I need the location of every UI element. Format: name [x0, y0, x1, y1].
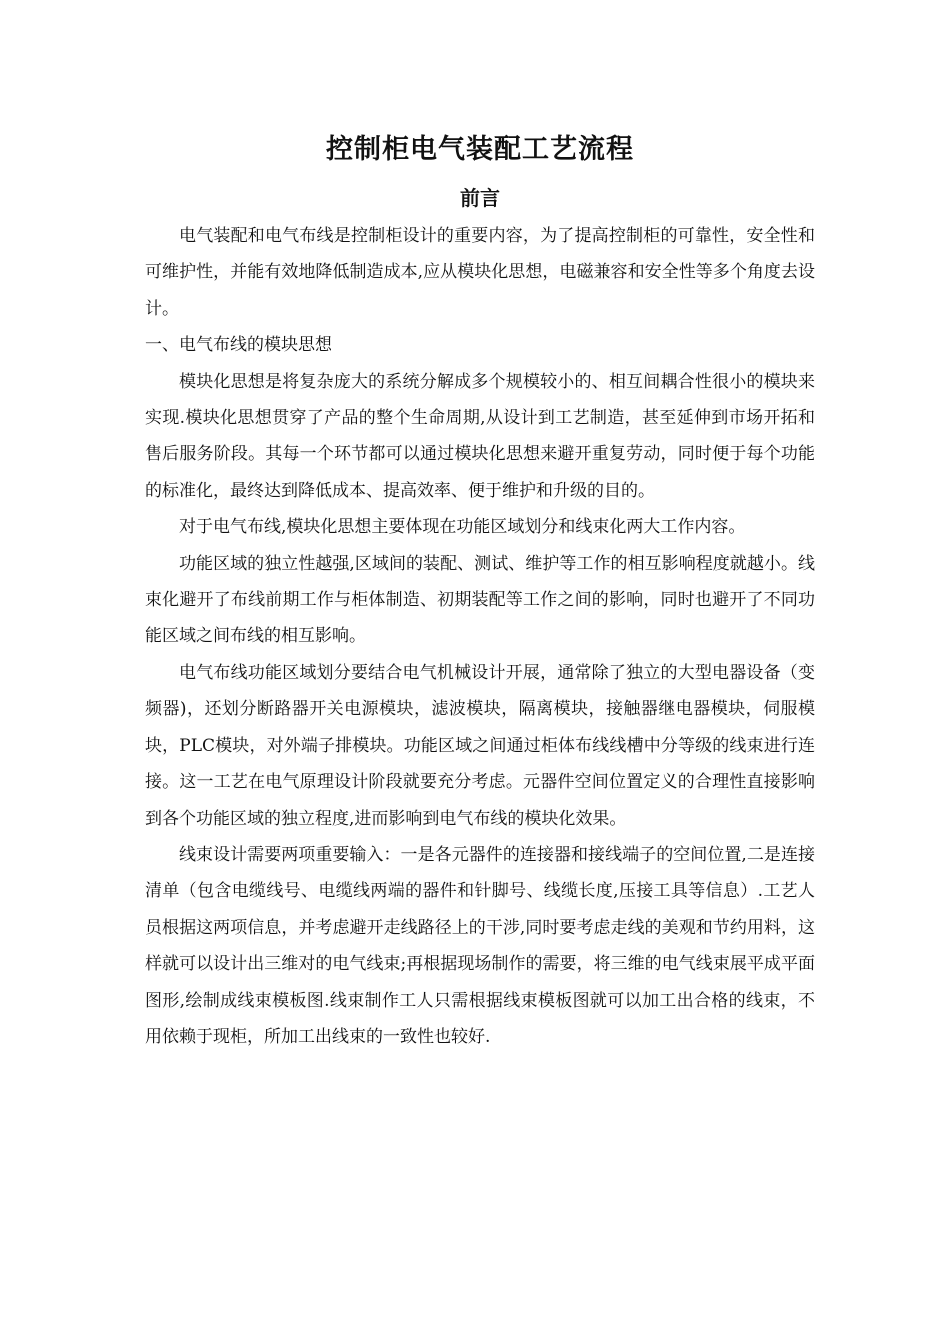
paragraph-modular-concept: 模块化思想是将复杂庞大的系统分解成多个规模较小的、相互间耦合性很小的模块来实现.模块化思想贯穿了产品的整个生命周期,从设计到工艺制造，甚至延伸到市场开拓和售后服务阶段。其每一个环节都可以通过模块化思想来避开重复劳动，同时便于每个功能的标准化，最终达到降低成本、提高效率、便于维护和升级的目的。: [145, 371, 815, 501]
paragraph-harness-design: 线束设计需要两项重要输入：一是各元器件的连接器和接线端子的空间位置,二是连接清单（包含电缆线号、电缆线两端的器件和针脚号、线缆长度,压接工具等信息）.工艺人员根据这两项信息，并考虑避开走线路径上的干涉,同时要考虑走线的美观和节约用料，这样就可以设计出三维对的电气线束;再根据现场制作的需要，将三维的电气线束展平成平面图形,绘制成线束模板图.线束制作工人只需根据线束模板图就可以加工出合格的线束，不用依赖于现柜，所加工出线束的一致性也较好.: [145, 844, 815, 1047]
section-heading-modular: 一、电气布线的模块思想: [145, 335, 332, 356]
section-title-preface: 前言: [460, 186, 500, 210]
paragraph-functional-area: 功能区域的独立性越强,区域间的装配、测试、维护等工作的相互影响程度就越小。线束化避开了布线前期工作与柜体制造、初期装配等工作之间的影响，同时也避开了不同功能区域之间布线的相互影响。: [145, 553, 815, 647]
paragraph-wiring-modular: 对于电气布线,模块化思想主要体现在功能区域划分和线束化两大工作内容。: [179, 517, 746, 538]
document-body: [145, 128, 815, 1055]
paragraph-area-division: 电气布线功能区域划分要结合电气机械设计开展，通常除了独立的大型电器设备（变频器)，还划分断路器开关电源模块，滤波模块，隔离模块，接触器继电器模块，伺服模块，PLC模块，对外端子排模块。功能区域之间通过柜体布线线槽中分等级的线束进行连接。这一工艺在电气原理设计阶段就要充分考虑。元器件空间位置定义的合理性直接影响到各个功能区域的独立程度,进而影响到电气布线的模块化效果。: [145, 662, 815, 829]
document-title: 控制柜电气装配工艺流程: [326, 134, 634, 165]
paragraph-intro: 电气装配和电气布线是控制柜设计的重要内容，为了提高控制柜的可靠性，安全性和可维护性，并能有效地降低制造成本,应从模块化思想，电磁兼容和安全性等多个角度去设计。: [145, 226, 815, 319]
